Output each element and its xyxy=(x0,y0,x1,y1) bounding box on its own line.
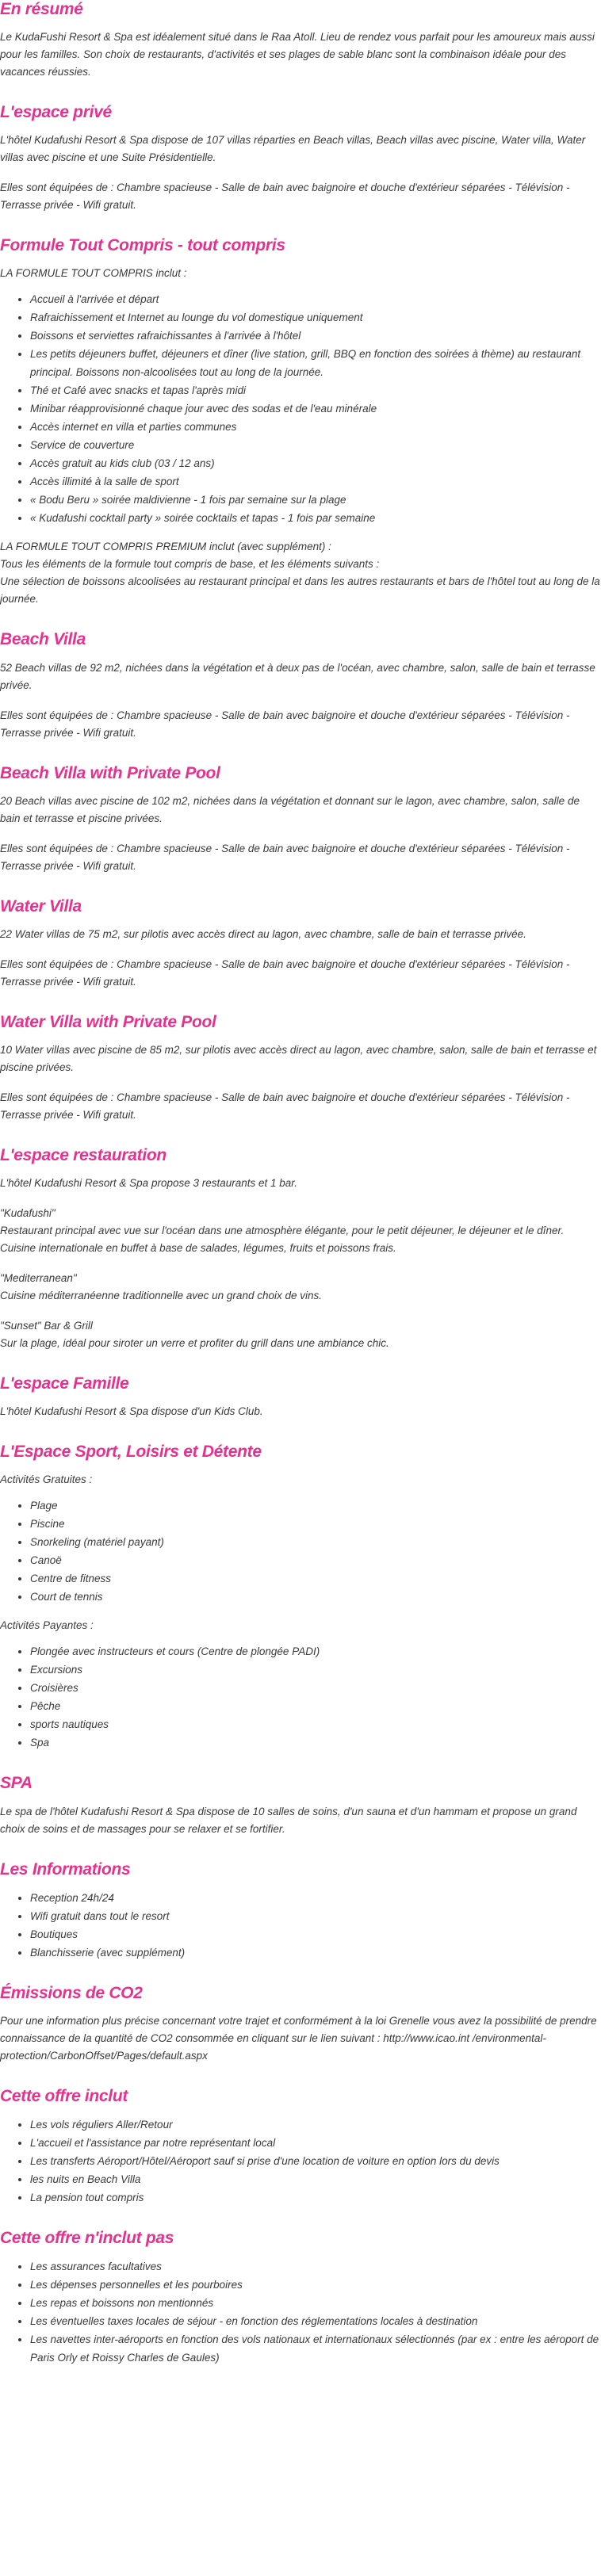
section-co2 xyxy=(0,1984,601,2066)
section-offre-inclut xyxy=(0,2087,601,2208)
restaurant-text: Cuisine méditerranéenne traditionnelle avec un grand choix de vins. xyxy=(0,1290,322,1302)
list-item: • Accès gratuit au kids club (03 / 12 ans) xyxy=(30,454,601,472)
section-water-villa xyxy=(0,897,601,992)
restaurant-mediterranean xyxy=(0,1270,601,1305)
list-item: • « Kudafushi cocktail party » soirée cocktails et tapas - 1 fois par semaine xyxy=(30,509,601,527)
section-title: Émissions de CO2 xyxy=(0,1983,143,2002)
equipment-text: Elles sont équipées de : Chambre spacieuse - Salle de bain avec baignoire et douche d'extérieur séparées - Télévision - Terrasse privée - Wifi gratuit. xyxy=(0,709,570,739)
list-item: • Les repas et boissons non mentionnés xyxy=(30,2294,601,2312)
list-item: • Accès illimité à la salle de sport xyxy=(30,472,601,491)
list-item: • Accès internet en villa et parties communes xyxy=(30,418,601,436)
premium-heading: LA FORMULE TOUT COMPRIS PREMIUM inclut (avec supplément) : xyxy=(0,541,331,553)
section-resume xyxy=(0,0,601,82)
section-water-villa-pool xyxy=(0,1013,601,1126)
section-title: Water Villa with Private Pool xyxy=(0,1012,216,1031)
restaurant-name: "Kudafushi" xyxy=(0,1207,56,1220)
list-item: • Boutiques xyxy=(30,1925,601,1943)
section-title: L'espace restauration xyxy=(0,1145,167,1164)
list-item: • Court de tennis xyxy=(30,1588,601,1606)
equipment-text: Elles sont équipées de : Chambre spacieuse - Salle de bain avec baignoire et douche d'extérieur séparées - Télévision - Terrasse privée - Wifi gratuit. xyxy=(0,182,570,212)
section-text: 20 Beach villas avec piscine de 102 m2, nichées dans la végétation et donnant sur le lagon, avec chambre, salon, salle de bain et terrasse et piscine privées. xyxy=(0,794,580,824)
section-famille xyxy=(0,1374,601,1422)
paid-activities-label: Activités Payantes : xyxy=(0,1619,94,1632)
list-item: • Piscine xyxy=(30,1515,601,1533)
equipment-text: Elles sont équipées de : Chambre spacieuse - Salle de bain avec baignoire et douche d'extérieur séparées - Télévision - Terrasse privée - Wifi gratuit. xyxy=(0,957,570,988)
list-item: • Service de couverture xyxy=(30,436,601,454)
section-informations xyxy=(0,1860,601,1963)
section-title: Les Informations xyxy=(0,1859,131,1878)
restaurant-name: "Sunset" Bar & Grill xyxy=(0,1320,93,1332)
section-text: 10 Water villas avec piscine de 85 m2, sur pilotis avec accès direct au lagon, avec chambre, salon, salle de bain et terrasse et piscine privées. xyxy=(0,1043,597,1073)
section-title: L'espace Famille xyxy=(0,1374,129,1393)
section-title: En résumé xyxy=(0,0,83,18)
section-offre-ninclut xyxy=(0,2229,601,2368)
section-title: Formule Tout Compris - tout compris xyxy=(0,236,285,255)
paid-activities-list xyxy=(0,1642,601,1752)
section-text: L'hôtel Kudafushi Resort & Spa dispose de 107 villas réparties en Beach villas, Beach villas avec piscine, Water villa, Water villas avec piscine et une Suite Présidentielle. xyxy=(0,134,586,164)
section-title: Cette offre inclut xyxy=(0,2086,128,2105)
list-item: • Accueil à l'arrivée et départ xyxy=(30,290,601,308)
equipment-text: Elles sont équipées de : Chambre spacieuse - Salle de bain avec baignoire et douche d'extérieur séparées - Télévision - Terrasse privée - Wifi gratuit. xyxy=(0,842,570,872)
list-item: • sports nautiques xyxy=(30,1715,601,1733)
formule-list xyxy=(0,290,601,527)
section-text: L'hôtel Kudafushi Resort & Spa propose 3 restaurants et 1 bar. xyxy=(0,1177,298,1190)
list-item: • Les petits déjeuners buffet, déjeuners et dîner (live station, grill, BBQ en fonction des soirées à thème) au restaurant principal. Boissons non-alcoolisées tout au long de la journée. xyxy=(30,345,601,381)
list-item: • Minibar réapprovisionné chaque jour avec des sodas et de l'eau minérale xyxy=(30,399,601,418)
list-item: • Rafraichissement et Internet au lounge du vol domestique uniquement xyxy=(30,308,601,327)
section-text: Le spa de l'hôtel Kudafushi Resort & Spa dispose de 10 salles de soins, d'un sauna et d'un hammam et propose un grand choix de soins et de massages pour se relaxer et se fortifier. xyxy=(0,1805,577,1835)
list-item: • Les transferts Aéroport/Hôtel/Aéroport sauf si prise d'une location de voiture en option lors du devis xyxy=(30,2152,601,2170)
list-item: • Les éventuelles taxes locales de séjour - en fonction des réglementations locales à destination xyxy=(30,2312,601,2330)
list-item: • Excursions xyxy=(30,1661,601,1679)
section-title: Beach Villa xyxy=(0,630,86,649)
list-item: • Les dépenses personnelles et les pourboires xyxy=(30,2276,601,2294)
list-item: • Plage xyxy=(30,1496,601,1515)
list-item: • Blanchisserie (avec supplément) xyxy=(30,1943,601,1962)
list-item: • Canoë xyxy=(30,1551,601,1569)
section-formule-tout-compris xyxy=(0,236,601,610)
section-spa xyxy=(0,1774,601,1839)
premium-text: Une sélection de boissons alcoolisées au restaurant principal et dans les autres restaurants et bars de l'hôtel tout au long de la journée. xyxy=(0,575,600,606)
list-item: • Pêche xyxy=(30,1697,601,1715)
section-text: L'hôtel Kudafushi Resort & Spa dispose d'un Kids Club. xyxy=(0,1405,263,1418)
included-list xyxy=(0,2115,601,2207)
list-item: • Spa xyxy=(30,1733,601,1752)
list-item: • Plongée avec instructeurs et cours (Centre de plongée PADI) xyxy=(30,1642,601,1661)
restaurant-name: "Mediterranean" xyxy=(0,1272,77,1285)
list-item: • Snorkeling (matériel payant) xyxy=(30,1533,601,1551)
section-restauration xyxy=(0,1146,601,1354)
excluded-list xyxy=(0,2257,601,2367)
section-title: Water Villa xyxy=(0,896,82,915)
list-item: • Centre de fitness xyxy=(30,1569,601,1588)
section-title: Beach Villa with Private Pool xyxy=(0,763,220,782)
list-item: • Les assurances facultatives xyxy=(30,2257,601,2276)
list-item: • Les navettes inter-aéroports en fonction des vols nationaux et internationaux sélectionnés (par ex : entre les aéroport de Paris Orly et Roissy Charles de Gaules) xyxy=(30,2330,601,2367)
section-title: SPA xyxy=(0,1774,33,1793)
list-item: • Reception 24h/24 xyxy=(30,1889,601,1907)
premium-intro: Tous les éléments de la formule tout compris de base, et les éléments suivants : xyxy=(0,558,380,571)
list-item: • « Bodu Beru » soirée maldivienne - 1 fois par semaine sur la plage xyxy=(30,491,601,509)
free-activities-label: Activités Gratuites : xyxy=(0,1473,93,1486)
restaurant-text: Restaurant principal avec vue sur l'océan dans une atmosphère élégante, pour le petit déjeuner, le déjeuner et le dîner. Cuisine internationale en buffet à base de salades, légumes, fruits et poissons frais. xyxy=(0,1225,565,1255)
list-item: • Les vols réguliers Aller/Retour xyxy=(30,2115,601,2134)
equipment-text: Elles sont équipées de : Chambre spacieuse - Salle de bain avec baignoire et douche d'extérieur séparées - Télévision - Terrasse privée - Wifi gratuit. xyxy=(0,1091,570,1121)
section-title: Cette offre n'inclut pas xyxy=(0,2228,174,2247)
section-text: Le KudaFushi Resort & Spa est idéalement situé dans le Raa Atoll. Lieu de rendez vous parfait pour les amoureux mais aussi pour les familles. Son choix de restaurants, d'activités et ses plages de sable blanc sont la combinaison idéale pour des vacances réussies. xyxy=(0,31,595,78)
list-item: • les nuits en Beach Villa xyxy=(30,2170,601,2188)
section-text: 22 Water villas de 75 m2, sur pilotis avec accès direct au lagon, avec chambre, salle de bain et terrasse privée. xyxy=(0,927,526,940)
section-text: Pour une information plus précise concernant votre trajet et conformément à la loi Grenelle vous avez la possibilité de prendre connaissance de la quantité de CO2 consommée en cliquant sur le lien suivant : http://www.icao.int /environmental-protection/CarbonOffset/Pages/default.aspx xyxy=(0,2014,597,2062)
list-item: • La pension tout compris xyxy=(30,2188,601,2207)
section-beach-villa xyxy=(0,630,601,743)
list-item: • Wifi gratuit dans tout le resort xyxy=(30,1907,601,1925)
list-item: • L'accueil et l'assistance par notre représentant local xyxy=(30,2134,601,2152)
section-beach-villa-pool xyxy=(0,764,601,877)
section-title: L'Espace Sport, Loisirs et Détente xyxy=(0,1443,262,1462)
restaurant-kudafushi xyxy=(0,1205,601,1257)
restaurant-sunset xyxy=(0,1317,601,1352)
free-activities-list xyxy=(0,1496,601,1606)
section-text: 52 Beach villas de 92 m2, nichées dans la végétation et à deux pas de l'océan, avec chambre, salon, salle de bain et terrasse privée. xyxy=(0,661,595,691)
section-title: L'espace privé xyxy=(0,103,112,122)
restaurant-text: Sur la plage, idéal pour siroter un verre et profiter du grill dans une ambiance chic. xyxy=(0,1337,389,1350)
section-espace-prive xyxy=(0,103,601,216)
list-item: • Boissons et serviettes rafraichissantes à l'arrivée à l'hôtel xyxy=(30,327,601,345)
section-sport xyxy=(0,1443,601,1753)
list-item: • Croisières xyxy=(30,1679,601,1697)
list-item: • Thé et Café avec snacks et tapas l'après midi xyxy=(30,381,601,399)
formule-intro: LA FORMULE TOUT COMPRIS inclut : xyxy=(0,267,187,280)
informations-list xyxy=(0,1889,601,1962)
